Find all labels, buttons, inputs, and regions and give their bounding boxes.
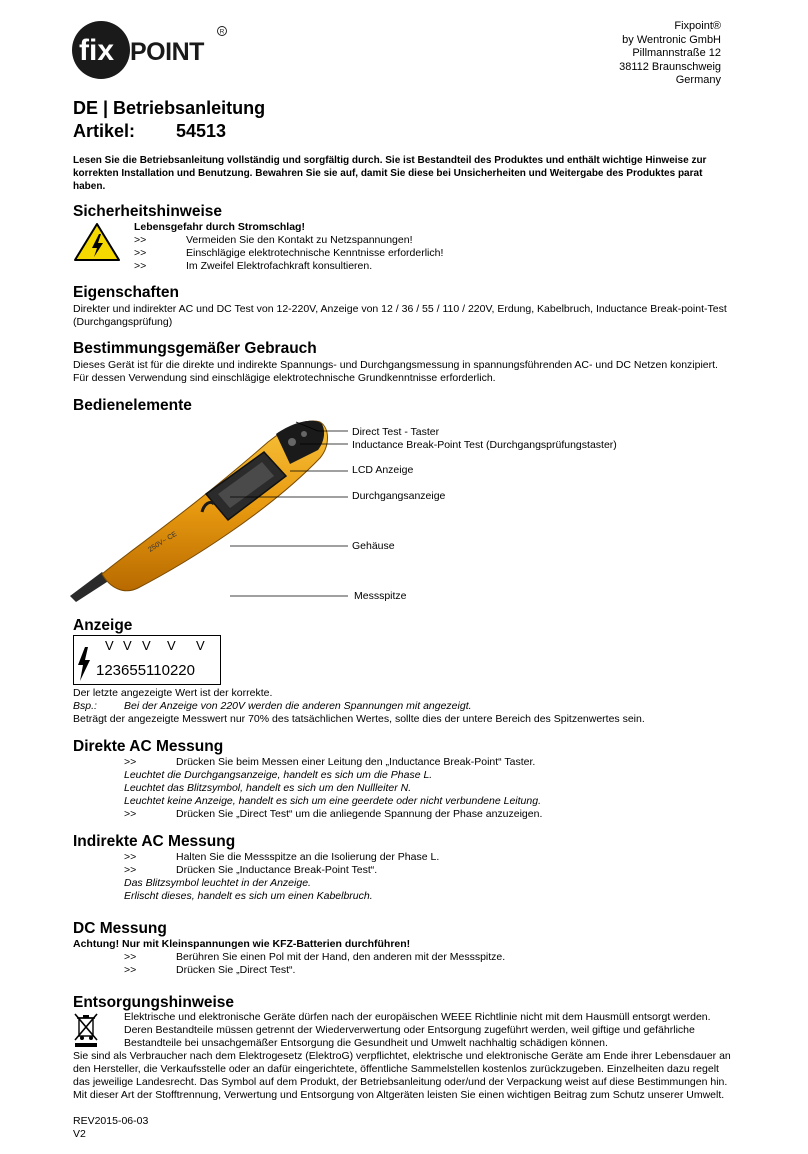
disposal-text-1: Elektrische und elektronische Geräte dürfen nach der europäischen WEEE Richtlinie nicht mit dem Hausmüll entsorgt werden. Deren Bestandteile müssen getrennt der Wiederverwertung oder Entsorgung zugeführt werden, weil giftige und gefährliche Bestandteile bei unsachgemäßer Entsorgung die Gesundheit und Umwelt nachhaltig schädigen können. (124, 1011, 711, 1049)
safety-item-text: Einschlägige elektrotechnische Kenntnisse erforderlich! (186, 247, 444, 259)
bullet-marker: >> (124, 951, 137, 963)
display-note: Der letzte angezeigte Wert ist der korrekte. (73, 687, 273, 699)
safety-heading: Sicherheitshinweise (73, 203, 223, 220)
svg-text:fix: fix (79, 34, 115, 67)
label-inductance-test: Inductance Break-Point Test (Durchgangsprüfungstaster) (352, 439, 617, 451)
usage-heading: Bestimmungsgemäßer Gebrauch (73, 340, 317, 357)
address-line: Fixpoint® (674, 20, 721, 32)
properties-heading: Eigenschaften (73, 284, 179, 301)
bullet-marker: >> (124, 964, 137, 976)
bullet-marker: >> (134, 234, 147, 246)
display-note: Beträgt der angezeigte Messwert nur 70% des tatsächlichen Wertes, sollte dies der untere Bereich des Spitzenwertes sein. (73, 713, 645, 725)
disposal-text-2: Sie sind als Verbraucher nach dem Elektrogesetz (ElektroG) verpflichtet, elektrische und elektronische Geräte am Ende ihrer Lebensdauer an den Hersteller, die Verkaufsstelle oder an dafür eingerichtete, öffentliche Sammelstellen kostenlos zurückzugeben. Einzelheiten dazu regelt das jeweilige Landesrecht. Das Symbol auf dem Produkt, der Betriebsanleitung oder/und der Verpackung weist auf diese Bestimmungen hin. Mit dieser Art der Stofftrennung, Verwertung und Entsorgung von Altgeräten leisten Sie einen wichtigen Beitrag zum Schutz unserer Umwelt. (73, 1050, 731, 1101)
step-text: Drücken Sie „Inductance Break-Point Test“. (176, 864, 378, 876)
v-marker: V (167, 638, 176, 653)
display-values: 123655110220 (96, 662, 195, 679)
v-marker: V (142, 638, 151, 653)
step-text: Berühren Sie einen Pol mit der Hand, den anderen mit der Messspitze. (176, 951, 506, 963)
indirect-ac-heading: Indirekte AC Messung (73, 833, 236, 850)
bullet-marker: >> (134, 260, 147, 272)
v-marker: V (196, 638, 205, 653)
article-number: 54513 (176, 121, 227, 141)
usage-text: Dieses Gerät ist für die direkte und indirekte Spannungs- und Durchgangsmessung in spannungsführenden AC- und DC Netzen konzipiert. Für dessen Verwendung sind einschlägige elektrotechnische Grundkenntnisse erforderlich. (73, 359, 718, 384)
address-line: by Wentronic GmbH (622, 33, 721, 46)
bullet-marker: >> (124, 864, 137, 876)
dc-heading: DC Messung (73, 920, 167, 937)
indirect-ac-note: Das Blitzsymbol leuchtet in der Anzeige. (124, 877, 311, 889)
disposal-heading: Entsorgungshinweise (73, 994, 235, 1011)
indirect-ac-note: Erlischt dieses, handelt es sich um einen Kabelbruch. (124, 890, 373, 902)
display-example-label: Bsp.: (73, 700, 97, 712)
v-marker: V (123, 638, 132, 653)
safety-item-text: Im Zweifel Elektrofachkraft konsultieren. (186, 260, 373, 272)
controls-heading: Bedienelemente (73, 397, 192, 414)
step-text: Drücken Sie „Direct Test“ um die anliegende Spannung der Phase anzuzeigen. (176, 808, 543, 820)
version: V2 (73, 1128, 86, 1140)
v-marker: V (105, 638, 114, 653)
step-text: Halten Sie die Messspitze an die Isolierung der Phase L. (176, 851, 440, 863)
label-probe-tip: Messspitze (354, 590, 407, 602)
fixpoint-logo (72, 20, 232, 80)
step-text: Drücken Sie „Direct Test“. (176, 964, 296, 976)
company-address (619, 20, 721, 88)
address-line: 38112 Braunschweig (619, 60, 721, 73)
direct-ac-heading: Direkte AC Messung (73, 738, 224, 755)
safety-warning: Lebensgefahr durch Stromschlag! (134, 221, 305, 233)
bullet-marker: >> (124, 756, 137, 768)
label-continuity: Durchgangsanzeige (352, 490, 446, 502)
address-line: Germany (675, 74, 721, 87)
label-direct-test: Direct Test - Taster (352, 426, 440, 438)
svg-text:R: R (219, 28, 225, 36)
bullet-marker: >> (124, 808, 137, 820)
weee-crossed-bin-icon (73, 1012, 99, 1048)
high-voltage-warning-icon (73, 222, 121, 262)
bullet-marker: >> (124, 851, 137, 863)
address-line: Pillmannstraße 12 (632, 47, 721, 60)
display-example-text: Bei der Anzeige von 220V werden die anderen Spannungen mit angezeigt. (124, 700, 472, 712)
step-text: Drücken Sie beim Messen einer Leitung den „Inductance Break-Point“ Taster. (176, 756, 536, 768)
dc-warning: Achtung! Nur mit Kleinspannungen wie KFZ-Batterien durchführen! (73, 938, 411, 950)
properties-text: Direkter und indirekter AC und DC Test von 12-220V, Anzeige von 12 / 36 / 55 / 110 / 220V, Erdung, Kabelbruch, Inductance Break-point-Test (Durchgangsprüfung) (73, 303, 727, 328)
direct-ac-note: Leuchtet das Blitzsymbol, handelt es sich um den Nullleiter N. (124, 782, 412, 794)
article-line (73, 121, 227, 142)
display-heading: Anzeige (73, 617, 133, 634)
callout-lines (230, 420, 350, 610)
document-title: DE | Betriebsanleitung (73, 98, 266, 118)
device-marking: 250V~ CE (147, 530, 179, 554)
label-lcd: LCD Anzeige (352, 464, 414, 476)
intro-text: Lesen Sie die Betriebsanleitung vollständig und sorgfältig durch. Sie ist Bestandteil des Produktes und enthält wichtige Hinweise zur korrekten Installation und Benutzung. Bewahren Sie sie auf, damit Sie diese bei Unsicherheiten und Weitergabe des Produktes parat haben. (73, 155, 707, 192)
lightning-icon (76, 646, 92, 682)
safety-item-text: Vermeiden Sie den Kontakt zu Netzspannungen! (186, 234, 413, 246)
revision: REV2015-06-03 (73, 1115, 149, 1127)
article-label: Artikel: (73, 121, 136, 141)
bullet-marker: >> (134, 247, 147, 259)
label-housing: Gehäuse (352, 540, 395, 552)
direct-ac-note: Leuchtet keine Anzeige, handelt es sich um eine geerdete oder nicht verbundene Leitung. (124, 795, 541, 807)
direct-ac-note: Leuchtet die Durchgangsanzeige, handelt es sich um die Phase L. (124, 769, 433, 781)
lcd-display-diagram (73, 635, 221, 685)
svg-text:POINT: POINT (130, 38, 204, 66)
